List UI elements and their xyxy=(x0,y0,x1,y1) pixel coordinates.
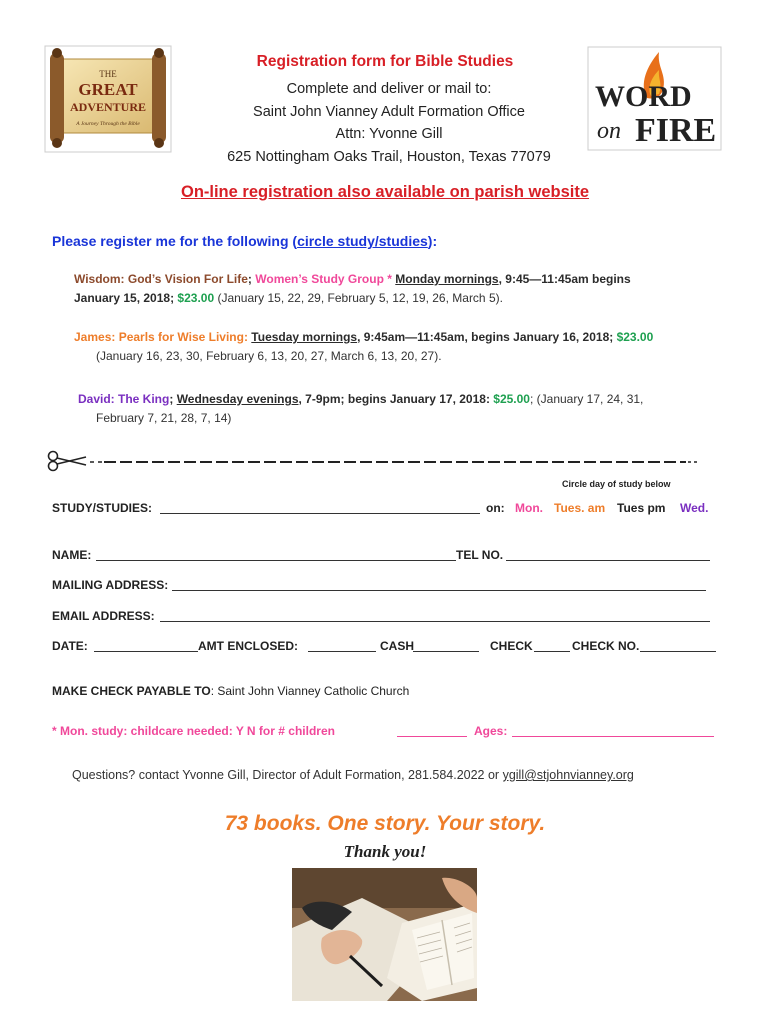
header-line-attn: Attn: Yvonne Gill xyxy=(335,126,443,142)
ages-field[interactable] xyxy=(512,736,714,737)
payable-value: : Saint John Vianney Catholic Church xyxy=(210,684,410,698)
ages-label: Ages: xyxy=(474,724,508,738)
course-wisdom-title: Wisdom: God’s Vision For Life xyxy=(74,272,248,286)
payable-label: MAKE CHECK PAYABLE TO xyxy=(52,684,211,698)
course-david xyxy=(78,390,728,428)
register-instruction-prefix: Please register me for the following ( xyxy=(52,233,298,249)
day-option-mon[interactable]: Mon. xyxy=(515,501,543,515)
course-david-title: David: The King xyxy=(78,392,170,406)
name-field[interactable] xyxy=(96,560,456,561)
logo-text-the: THE xyxy=(99,69,117,79)
course-james-day: Tuesday mornings xyxy=(251,330,358,344)
header-line-address: 625 Nottingham Oaks Trail, Houston, Texas 77079 xyxy=(227,149,551,165)
course-wisdom-sep2: ; xyxy=(170,291,178,305)
name-label: NAME: xyxy=(52,548,92,562)
course-james-title: James: Pearls for Wise Living: xyxy=(74,330,252,344)
tel-label: TEL NO. xyxy=(456,548,504,562)
children-count-field[interactable] xyxy=(397,736,467,737)
course-wisdom-time: , 9:45—11:45am begins xyxy=(498,272,631,286)
check-no-field[interactable] xyxy=(640,651,716,652)
cut-line xyxy=(46,450,706,472)
email-address-field[interactable] xyxy=(160,621,710,622)
course-wisdom-sep: ; xyxy=(247,272,256,286)
course-david-sep2: : xyxy=(485,392,494,406)
logo-text-fire: FIRE xyxy=(635,112,717,149)
on-label: on: xyxy=(486,501,505,515)
logo-text-adventure: ADVENTURE xyxy=(69,100,147,114)
scissors-icon xyxy=(49,452,87,471)
circle-day-note: Circle day of study below xyxy=(562,479,671,489)
date-field[interactable] xyxy=(94,651,198,652)
childcare-row xyxy=(52,724,335,738)
questions-text: Questions? contact Yvonne Gill, Director of Adult Formation, 281.584.2022 or xyxy=(72,768,503,782)
course-wisdom-dates: (January 15, 22, 29, February 5, 12, 19, 26, March 5). xyxy=(214,291,503,305)
course-david-sep: ; xyxy=(169,392,177,406)
course-james-time: , 9:45am—11:45am, begins January 16, 2018; xyxy=(357,330,617,344)
course-david-price: $25.00 xyxy=(493,392,530,406)
course-david-dates2: February 7, 21, 28, 7, 14) xyxy=(96,411,232,425)
form-title: Registration form for Bible Studies xyxy=(256,53,514,70)
contact-email-link[interactable]: ygill@stjohnvianney.org xyxy=(502,768,634,782)
course-wisdom xyxy=(74,270,714,308)
childcare-text: * Mon. study: childcare needed: Y N for # children xyxy=(52,724,335,738)
course-james-dates: (January 16, 23, 30, February 6, 13, 20, 27, March 6, 13, 20, 27). xyxy=(96,349,442,363)
register-instruction-suffix: ): xyxy=(427,233,438,249)
check-field[interactable] xyxy=(534,651,570,652)
logo-text-word: WORD xyxy=(595,80,692,113)
check-label: CHECK xyxy=(490,639,533,653)
day-option-tues-am[interactable]: Tues. am xyxy=(554,501,606,515)
course-wisdom-start: January 15, 2018 xyxy=(74,291,171,305)
amt-enclosed-label: AMT ENCLOSED: xyxy=(198,639,298,653)
day-option-tues-pm[interactable]: Tues pm xyxy=(617,501,666,515)
course-james-price: $23.00 xyxy=(616,330,654,344)
tagline: 73 books. One story. Your story. xyxy=(224,812,546,835)
cash-label: CASH xyxy=(380,639,415,653)
tel-field[interactable] xyxy=(506,560,710,561)
course-wisdom-price: $23.00 xyxy=(177,291,215,305)
logo-text-tagline: A Journey Through the Bible xyxy=(76,121,140,127)
mailing-address-label: MAILING ADDRESS: xyxy=(52,578,169,592)
course-wisdom-group: Women’s Study Group * xyxy=(255,272,396,286)
study-label: STUDY/STUDIES: xyxy=(52,501,153,515)
date-label: DATE: xyxy=(52,639,88,653)
circle-studies-text: circle study/studies xyxy=(297,233,428,249)
amt-enclosed-field[interactable] xyxy=(308,651,376,652)
online-registration-note: On-line registration also available on parish website xyxy=(180,183,590,201)
course-wisdom-day: Monday mornings xyxy=(395,272,499,286)
register-instruction xyxy=(52,233,437,249)
thank-you: Thank you! xyxy=(343,842,427,861)
logo-text-on: on xyxy=(597,118,621,144)
questions-contact xyxy=(72,768,634,782)
header-line-deliver: Complete and deliver or mail to: xyxy=(286,81,492,97)
mailing-address-field[interactable] xyxy=(172,590,706,591)
header-line-office: Saint John Vianney Adult Formation Office xyxy=(253,104,525,120)
cash-field[interactable] xyxy=(413,651,479,652)
day-option-wed[interactable]: Wed. xyxy=(680,501,709,515)
bible-study-photo xyxy=(292,868,477,1001)
check-no-label: CHECK NO. xyxy=(572,639,640,653)
course-david-day: Wednesday evenings xyxy=(176,392,299,406)
email-address-label: EMAIL ADDRESS: xyxy=(52,609,155,623)
course-david-dates1: ; (January 17, 24, 31, xyxy=(529,392,644,406)
logo-text-great: GREAT xyxy=(78,80,138,99)
payable-line xyxy=(52,684,409,698)
course-david-time: , 7-9pm; begins January 17, 2018 xyxy=(298,392,486,406)
course-james xyxy=(74,328,734,366)
study-field[interactable] xyxy=(160,513,480,514)
